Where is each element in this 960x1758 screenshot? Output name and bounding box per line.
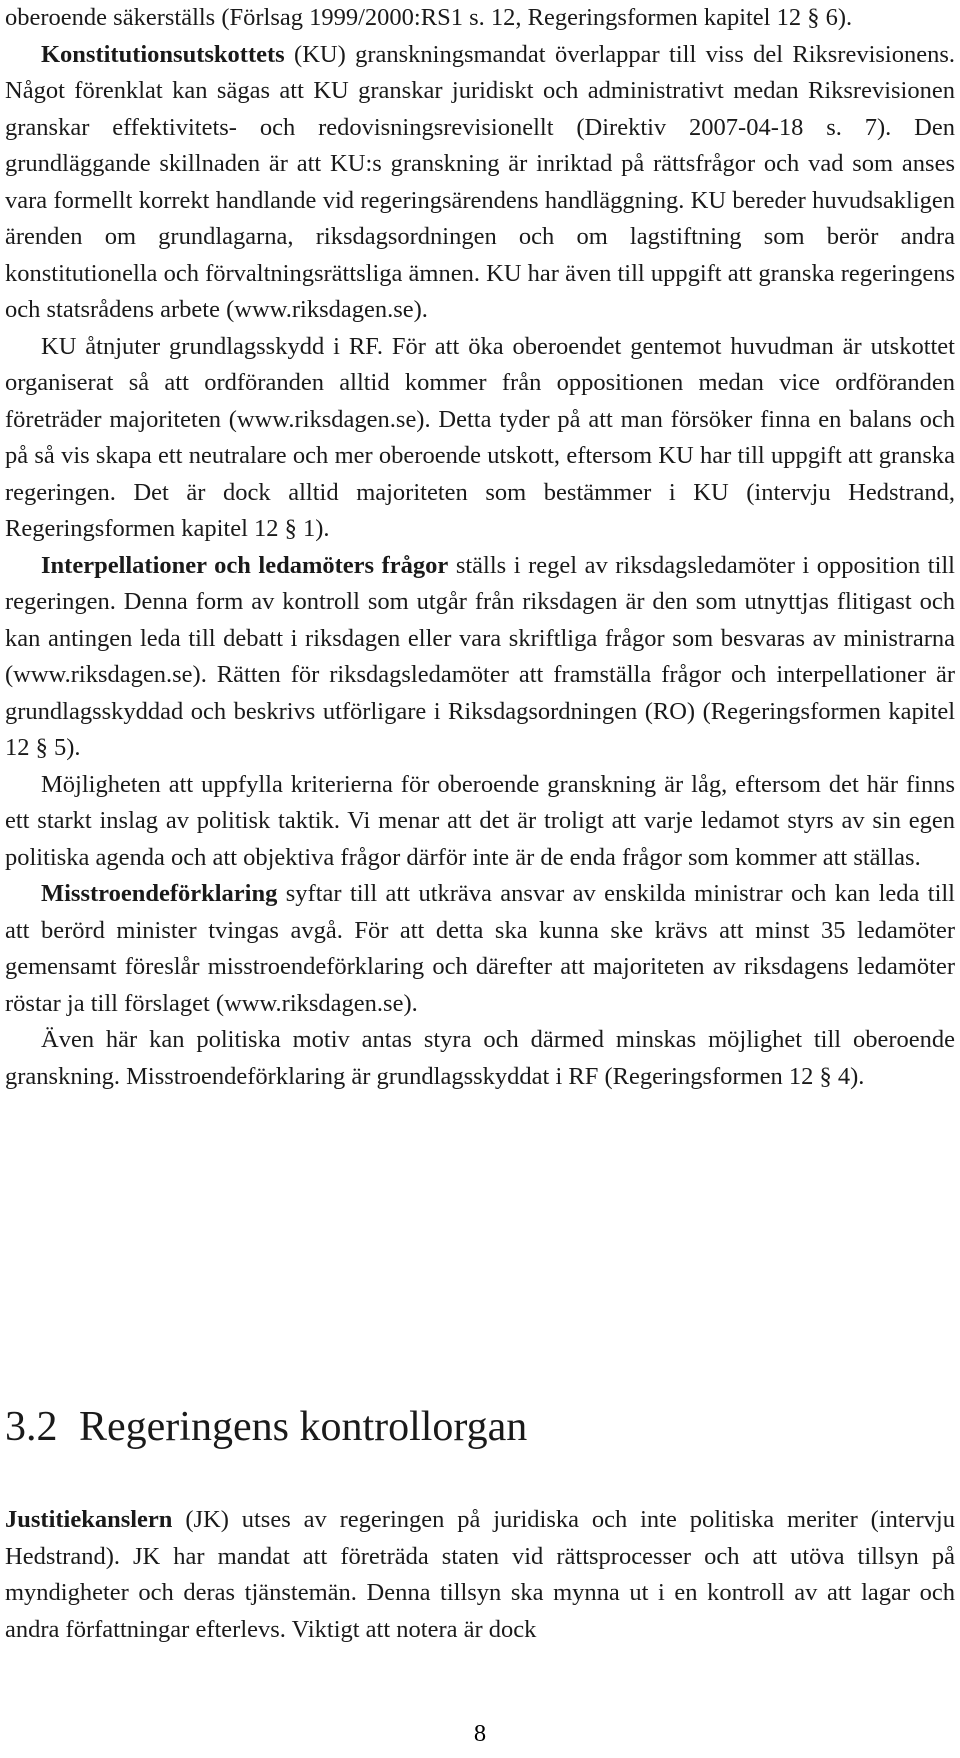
paragraph: KU åtnjuter grundlagsskydd i RF. För att öka oberoendet gentemot huvudman är utskottet organiserat så att ordföranden alltid kommer från oppositionen medan vice ordföranden företräder majoriteten (www.riksdagen.se). Detta tyder på att man försöker finna en balans och på så vis skapa ett neutralare och mer oberoende utskott, eftersom KU har till uppgift att granska regeringen. Det är dock alltid majoriteten som bestämmer i KU (intervju Hedstrand, Regeringsformen kapitel 12 § 1).	[5, 332, 955, 542]
term-interpellationer: Interpellationer och ledamöters frågor	[41, 551, 449, 579]
document-body	[5, 0, 955, 1095]
paragraph-text: (JK) utses av regeringen på juridiska och inte politiska meriter (intervju Hedstrand). JK har mandat att företräda staten vid rättsprocesser och att utöva tillsyn på myndigheter och deras tjänstemän. Denna tillsyn ska mynna ut i en kontroll av att lagar och andra författningar efterlevs. Viktigt att notera är dock	[5, 1506, 955, 1643]
paragraph	[5, 37, 955, 329]
term-jk: Justitiekanslern	[5, 1506, 173, 1533]
paragraph	[5, 876, 955, 1022]
document-body-continued	[5, 1502, 955, 1648]
paragraph	[5, 1502, 955, 1648]
paragraph-text: syftar till att utkräva ansvar av enskilda ministrar och kan leda till att berörd minister tvingas avgå. För att detta ska kunna ske krävs att minst 35 ledamöter gemensamt föreslår misstroendeförklaring och därefter att majoriteten av riksdagens ledamöter röstar ja till förslaget (www.riksdagen.se).	[5, 880, 955, 1017]
paragraph: Även här kan politiska motiv antas styra och därmed minskas möjlighet till oberoende granskning. Misstroendeförklaring är grundlagsskyddat i RF (Regeringsformen 12 § 4).	[5, 1026, 955, 1090]
section-number: 3.2	[5, 1404, 58, 1450]
paragraph	[5, 548, 955, 767]
section-heading	[5, 1402, 527, 1452]
paragraph-text: ställs i regel av riksdagsledamöter i opposition till regeringen. Denna form av kontroll som utgår från riksdagen är den som utnyttjas flitigast och kan antingen leda till debatt i riksdagen eller vara skriftliga frågor som besvaras av ministrarna (www.riksdagen.se). Rätten för riksdagsledamöter att framställa frågor och interpellationer är grundlagsskyddad och beskrivs utförligare i Riksdagsordningen (RO) (Regeringsformen kapitel 12 § 5).	[5, 551, 955, 761]
page-number: 8	[473, 1720, 487, 1747]
term-ku: Konstitutionsutskottets	[41, 40, 285, 68]
paragraph: oberoende säkerställs (Förlsag 1999/2000:RS1 s. 12, Regeringsformen kapitel 12 § 6).	[5, 4, 853, 31]
paragraph: Möjligheten att uppfylla kriterierna för oberoende granskning är låg, eftersom det här finns ett starkt inslag av politisk taktik. Vi menar att det är troligt att varje ledamot styrs av sin egen politiska agenda och att objektiva frågor därför inte är de enda frågor som kommer att ställas.	[5, 770, 955, 871]
paragraph-text: (KU) granskningsmandat överlappar till viss del Riksrevisionens. Något förenklat kan sägas att KU granskar juridiskt och administrativt medan Riksrevisionen granskar effektivitets- och redovisningsrevisionellt (Direktiv 2007-04-18 s. 7). Den grundläggande skillnaden är att KU:s granskning är inriktad på rättsfrågor och vad som anses vara formellt korrekt handlande vid regeringsärendens handläggning. KU bereder huvudsakligen ärenden om grundlagarna, riksdagsordningen och om lagstiftning som berör andra konstitutionella och förvaltningsrättsliga ämnen. KU har även till uppgift att granska regeringens och statsrådens arbete (www.riksdagen.se).	[5, 40, 955, 323]
term-misstroende: Misstroendeförklaring	[41, 880, 278, 907]
section-title: Regeringens kontrollorgan	[79, 1404, 528, 1450]
